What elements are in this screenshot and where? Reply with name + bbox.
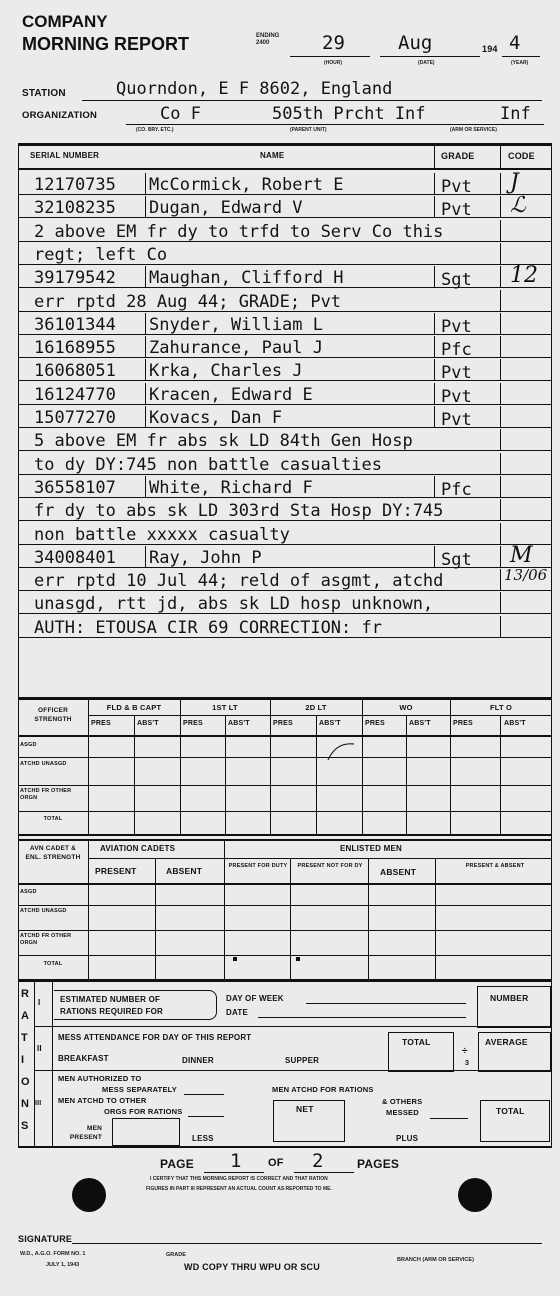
branch-label: BRANCH (ARM OR SERVICE) — [397, 1257, 474, 1263]
number-label: NUMBER — [490, 993, 529, 1003]
net-label: NET — [296, 1104, 314, 1114]
officers-label: OFFICER STRENGTH — [34, 707, 72, 723]
entry-grade: Pvt — [441, 200, 472, 221]
form-date: JULY 1, 1943 — [46, 1262, 80, 1268]
entry-grade: Pvt — [441, 363, 472, 384]
roman-3: III — [35, 1100, 42, 1107]
entry-divider — [434, 383, 435, 404]
entry-serial: 16168955 — [34, 338, 116, 359]
entry-divider — [434, 406, 435, 427]
mess-attendance-label: MESS ATTENDANCE FOR DAY OF THIS REPORT — [58, 1033, 252, 1042]
certify-line2: FIGURES IN PART III REPRESENT AN ACTUAL COUNT AS REPORTED TO ME. — [146, 1186, 332, 1192]
entry-divider — [145, 406, 146, 427]
col-name: NAME — [260, 151, 285, 160]
entry-name: Kovacs, Dan F — [149, 408, 283, 428]
entry-divider — [500, 569, 501, 590]
entry-name: White, Richard F — [149, 477, 313, 498]
form-title-line1: COMPANY — [22, 12, 108, 31]
men-atchd-for-label: MEN ATCHD FOR RATIONS — [272, 1085, 374, 1094]
entry-name: Krka, Charles J — [149, 361, 303, 382]
officer-abst-header: ABS'T — [319, 720, 341, 727]
officer-row-label: TOTAL — [43, 816, 63, 822]
ration-side-letter: O — [21, 1076, 30, 1088]
entry-remark: 5 above EM fr abs sk LD 84th Gen Hosp — [34, 431, 413, 452]
officer-pres-header: PRES — [453, 720, 473, 727]
entry-remark: unasgd, rtt jd, abs sk LD hosp unknown, — [34, 594, 434, 615]
enlisted-row-label: ATCHD FR OTHER ORGN — [20, 933, 72, 946]
aviation-cadets-header: AVIATION CADETS — [100, 844, 176, 853]
grade-label: GRADE — [166, 1252, 186, 1258]
entry-divider — [500, 220, 501, 241]
entry-serial: 16124770 — [34, 384, 116, 405]
copy-routing: WD COPY THRU WPU OR SCU — [184, 1262, 320, 1272]
entry-name: Maughan, Clifford H — [149, 268, 344, 289]
average-label: AVERAGE — [485, 1037, 528, 1047]
entry-name: McCormick, Robert E — [149, 175, 344, 195]
entry-code: 12 — [510, 263, 538, 289]
officer-group-header: 1ST LT — [212, 703, 238, 712]
officer-group-header: 2D LT — [305, 703, 327, 712]
entry-name: Kracen, Edward E — [149, 384, 313, 405]
punch-hole-left — [72, 1178, 106, 1212]
org-arm: Inf — [500, 104, 531, 124]
year-prefix: 194 — [482, 44, 498, 54]
entry-divider — [434, 546, 435, 567]
day-of-week-label: DAY OF WEEK — [226, 994, 284, 1003]
officer-row-label: ATCHD UNASGD — [20, 761, 67, 767]
entry-divider — [500, 499, 501, 520]
officer-pres-header: PRES — [183, 720, 203, 727]
entry-divider — [434, 476, 435, 497]
enlisted-label: AVN CADET & ENL. STRENGTH — [25, 845, 81, 861]
entry-remark: AUTH: ETOUSA CIR 69 CORRECTION: fr — [34, 617, 382, 638]
officer-pres-header: PRES — [91, 720, 111, 727]
entry-divider — [500, 616, 501, 637]
entry-divider — [434, 173, 435, 194]
entry-serial: 15077270 — [34, 408, 116, 428]
entry-divider — [500, 313, 501, 334]
year-label: (YEAR) — [511, 60, 529, 66]
entry-code: J — [510, 170, 519, 195]
entry-divider — [434, 266, 435, 287]
col-serial: SERIAL NUMBER — [30, 151, 100, 160]
form-title-line2: MORNING REPORT — [22, 34, 190, 54]
plus-label: PLUS — [396, 1134, 419, 1143]
roman-2: II — [37, 1044, 42, 1053]
officer-group-header: FLD & B CAPT — [106, 703, 162, 712]
entry-grade: Sgt — [441, 549, 472, 570]
entry-grade: Pvt — [441, 386, 472, 407]
entry-divider — [145, 196, 146, 217]
org-regiment: 505th Prcht Inf — [272, 104, 426, 124]
entry-divider — [500, 383, 501, 404]
present-and-absent: PRESENT & ABSENT — [465, 863, 525, 869]
total-pages: 2 — [312, 1150, 324, 1172]
entry-divider — [145, 336, 146, 357]
date-label-rations: DATE — [226, 1008, 248, 1017]
enlisted-absent: ABSENT — [380, 867, 417, 877]
mess-separately-label: MESS SEPARATELY — [102, 1085, 177, 1094]
entry-remark: err rptd 28 Aug 44; GRADE; Pvt — [34, 291, 342, 312]
pages-label: PAGES — [357, 1157, 400, 1171]
entry-remark: non battle xxxxx casualty — [34, 524, 290, 545]
col-code: CODE — [508, 151, 535, 161]
entry-serial: 16068051 — [34, 361, 116, 382]
men-present-label: MEN PRESENT — [69, 1125, 102, 1141]
organization-label: ORGANIZATION — [22, 110, 98, 121]
officer-abst-header: ABS'T — [409, 720, 431, 727]
entry-remark: err rptd 10 Jul 44; reld of asgmt, atchd — [34, 571, 444, 592]
roman-1: I — [38, 998, 41, 1007]
report-year: 4 — [509, 32, 521, 54]
ration-side-letter: T — [21, 1032, 28, 1044]
entry-name: Zahurance, Paul J — [149, 338, 323, 359]
mess-total-label: TOTAL — [402, 1037, 431, 1047]
entry-divider — [145, 546, 146, 567]
report-month: Aug — [398, 32, 433, 54]
men-present-box[interactable] — [112, 1118, 180, 1146]
entry-name: Snyder, William L — [149, 314, 323, 335]
supper-label: SUPPER — [285, 1056, 320, 1065]
entry-divider — [145, 383, 146, 404]
officer-row-label: ASGD — [20, 742, 37, 748]
entry-grade: Pfc — [441, 479, 472, 500]
entry-divider — [145, 476, 146, 497]
officer-group-header: FLT O — [489, 703, 513, 712]
entry-divider — [500, 453, 501, 474]
entry-divider — [145, 313, 146, 334]
punch-hole-right — [458, 1178, 492, 1212]
entry-divider — [434, 359, 435, 380]
entry-divider — [145, 266, 146, 287]
ration-side-letter: N — [21, 1098, 30, 1110]
entry-serial: 36101344 — [34, 314, 116, 335]
ending-label: ENDING 2400 — [256, 33, 280, 46]
entry-divider — [500, 336, 501, 357]
officer-abst-header: ABS'T — [504, 720, 526, 727]
entry-grade: Pvt — [441, 410, 472, 430]
messed-label: MESSED — [386, 1108, 419, 1117]
col-grade: GRADE — [441, 151, 475, 161]
of-label: OF — [268, 1157, 284, 1169]
entry-code: 13/06 — [504, 566, 548, 585]
entry-divider — [434, 336, 435, 357]
officer-abst-header: ABS'T — [137, 720, 159, 727]
entry-divider — [500, 359, 501, 380]
entry-divider — [500, 266, 501, 287]
entry-name: Dugan, Edward V — [149, 198, 303, 219]
entry-divider — [500, 243, 501, 264]
entry-divider — [500, 546, 501, 567]
certify-line1: I CERTIFY THAT THIS MORNING REPORT IS CORRECT AND THAT RATION — [150, 1176, 328, 1182]
enlisted-row-label: ASGD — [20, 889, 37, 895]
rations-total-label: TOTAL — [496, 1106, 525, 1116]
entry-grade: Sgt — [441, 270, 472, 291]
enlisted-row-label: ATCHD UNASGD — [20, 908, 67, 914]
entry-divider — [434, 196, 435, 217]
breakfast-label: BREAKFAST — [58, 1054, 109, 1063]
entry-grade: Pvt — [441, 177, 472, 197]
entry-remark: regt; left Co — [34, 244, 168, 265]
org-company-sub: (CO. BRY. ETC.) — [136, 127, 174, 133]
enlisted-men-header: ENLISTED MEN — [340, 844, 402, 853]
entry-serial: 36558107 — [34, 477, 116, 498]
entry-divider — [500, 290, 501, 311]
men-authorized-label: MEN AUTHORIZED TO — [58, 1074, 142, 1083]
entry-remark: 2 above EM fr dy to trfd to Serv Co this — [34, 221, 444, 242]
men-atchd-other-label: MEN ATCHD TO OTHER — [58, 1096, 147, 1105]
dinner-label: DINNER — [182, 1056, 214, 1065]
org-arm-sub: (ARM OR SERVICE) — [450, 127, 497, 133]
report-day: 29 — [322, 32, 345, 54]
enlisted-row-label: TOTAL — [43, 961, 63, 967]
hour-label: (HOUR) — [324, 60, 343, 66]
estimated-rations-label: ESTIMATED NUMBER OF RATIONS REQUIRED FOR — [60, 995, 163, 1016]
entry-divider — [500, 406, 501, 427]
entry-serial: 34008401 — [34, 547, 116, 568]
entry-code: M — [510, 542, 533, 568]
present-not-for-duty: PRESENT NOT FOR DY — [297, 863, 363, 869]
entry-divider — [145, 173, 146, 194]
cadets-absent: ABSENT — [166, 866, 203, 876]
entry-divider — [500, 429, 501, 450]
entry-divider — [500, 196, 501, 217]
entry-serial: 12170735 — [34, 175, 116, 195]
entry-divider — [500, 523, 501, 544]
entry-divider — [145, 359, 146, 380]
entry-name: Ray, John P — [149, 547, 262, 568]
ration-side-letter: R — [21, 988, 30, 1000]
entry-grade: Pfc — [441, 340, 472, 361]
entry-grade: Pvt — [441, 316, 472, 337]
page-label: PAGE — [160, 1157, 194, 1171]
officer-row-label: ATCHD FR OTHER ORGN — [20, 788, 72, 801]
handwritten-mark — [326, 740, 358, 762]
ration-side-letter: S — [21, 1120, 29, 1132]
orgs-for-rations-label: ORGS FOR RATIONS — [104, 1107, 183, 1116]
divide-three: 3 — [465, 1060, 470, 1067]
divide-sign: ÷ — [462, 1046, 468, 1057]
station-label: STATION — [22, 88, 66, 99]
signature-label: SIGNATURE — [18, 1234, 73, 1244]
entry-serial: 32108235 — [34, 198, 116, 219]
entry-divider — [500, 592, 501, 613]
entry-remark: fr dy to abs sk LD 303rd Sta Hosp DY:745 — [34, 501, 444, 522]
present-for-duty: PRESENT FOR DUTY — [228, 863, 288, 869]
entry-code: ℒ — [510, 193, 526, 219]
and-others-label: & OTHERS — [382, 1097, 423, 1106]
page-number: 1 — [230, 1150, 242, 1172]
entry-remark: to dy DY:745 non battle casualties — [34, 454, 382, 475]
ration-side-letter: I — [21, 1054, 25, 1066]
org-company: Co F — [160, 104, 201, 124]
entry-divider — [500, 476, 501, 497]
date-label: (DATE) — [418, 60, 435, 66]
form-number: W.D., A.G.O. FORM NO. 1 — [20, 1251, 86, 1257]
officer-group-header: WO — [399, 703, 413, 712]
cadets-present: PRESENT — [95, 866, 137, 876]
entry-divider — [434, 313, 435, 334]
station-value: Quorndon, E F 8602, England — [116, 79, 393, 99]
officer-abst-header: ABS'T — [228, 720, 250, 727]
org-unit-sub: (PARENT UNIT) — [290, 127, 327, 133]
entry-divider — [500, 173, 501, 194]
ration-side-letter: A — [21, 1010, 30, 1022]
entry-serial: 39179542 — [34, 268, 116, 289]
officer-pres-header: PRES — [273, 720, 293, 727]
officer-pres-header: PRES — [365, 720, 385, 727]
less-label: LESS — [192, 1134, 214, 1143]
